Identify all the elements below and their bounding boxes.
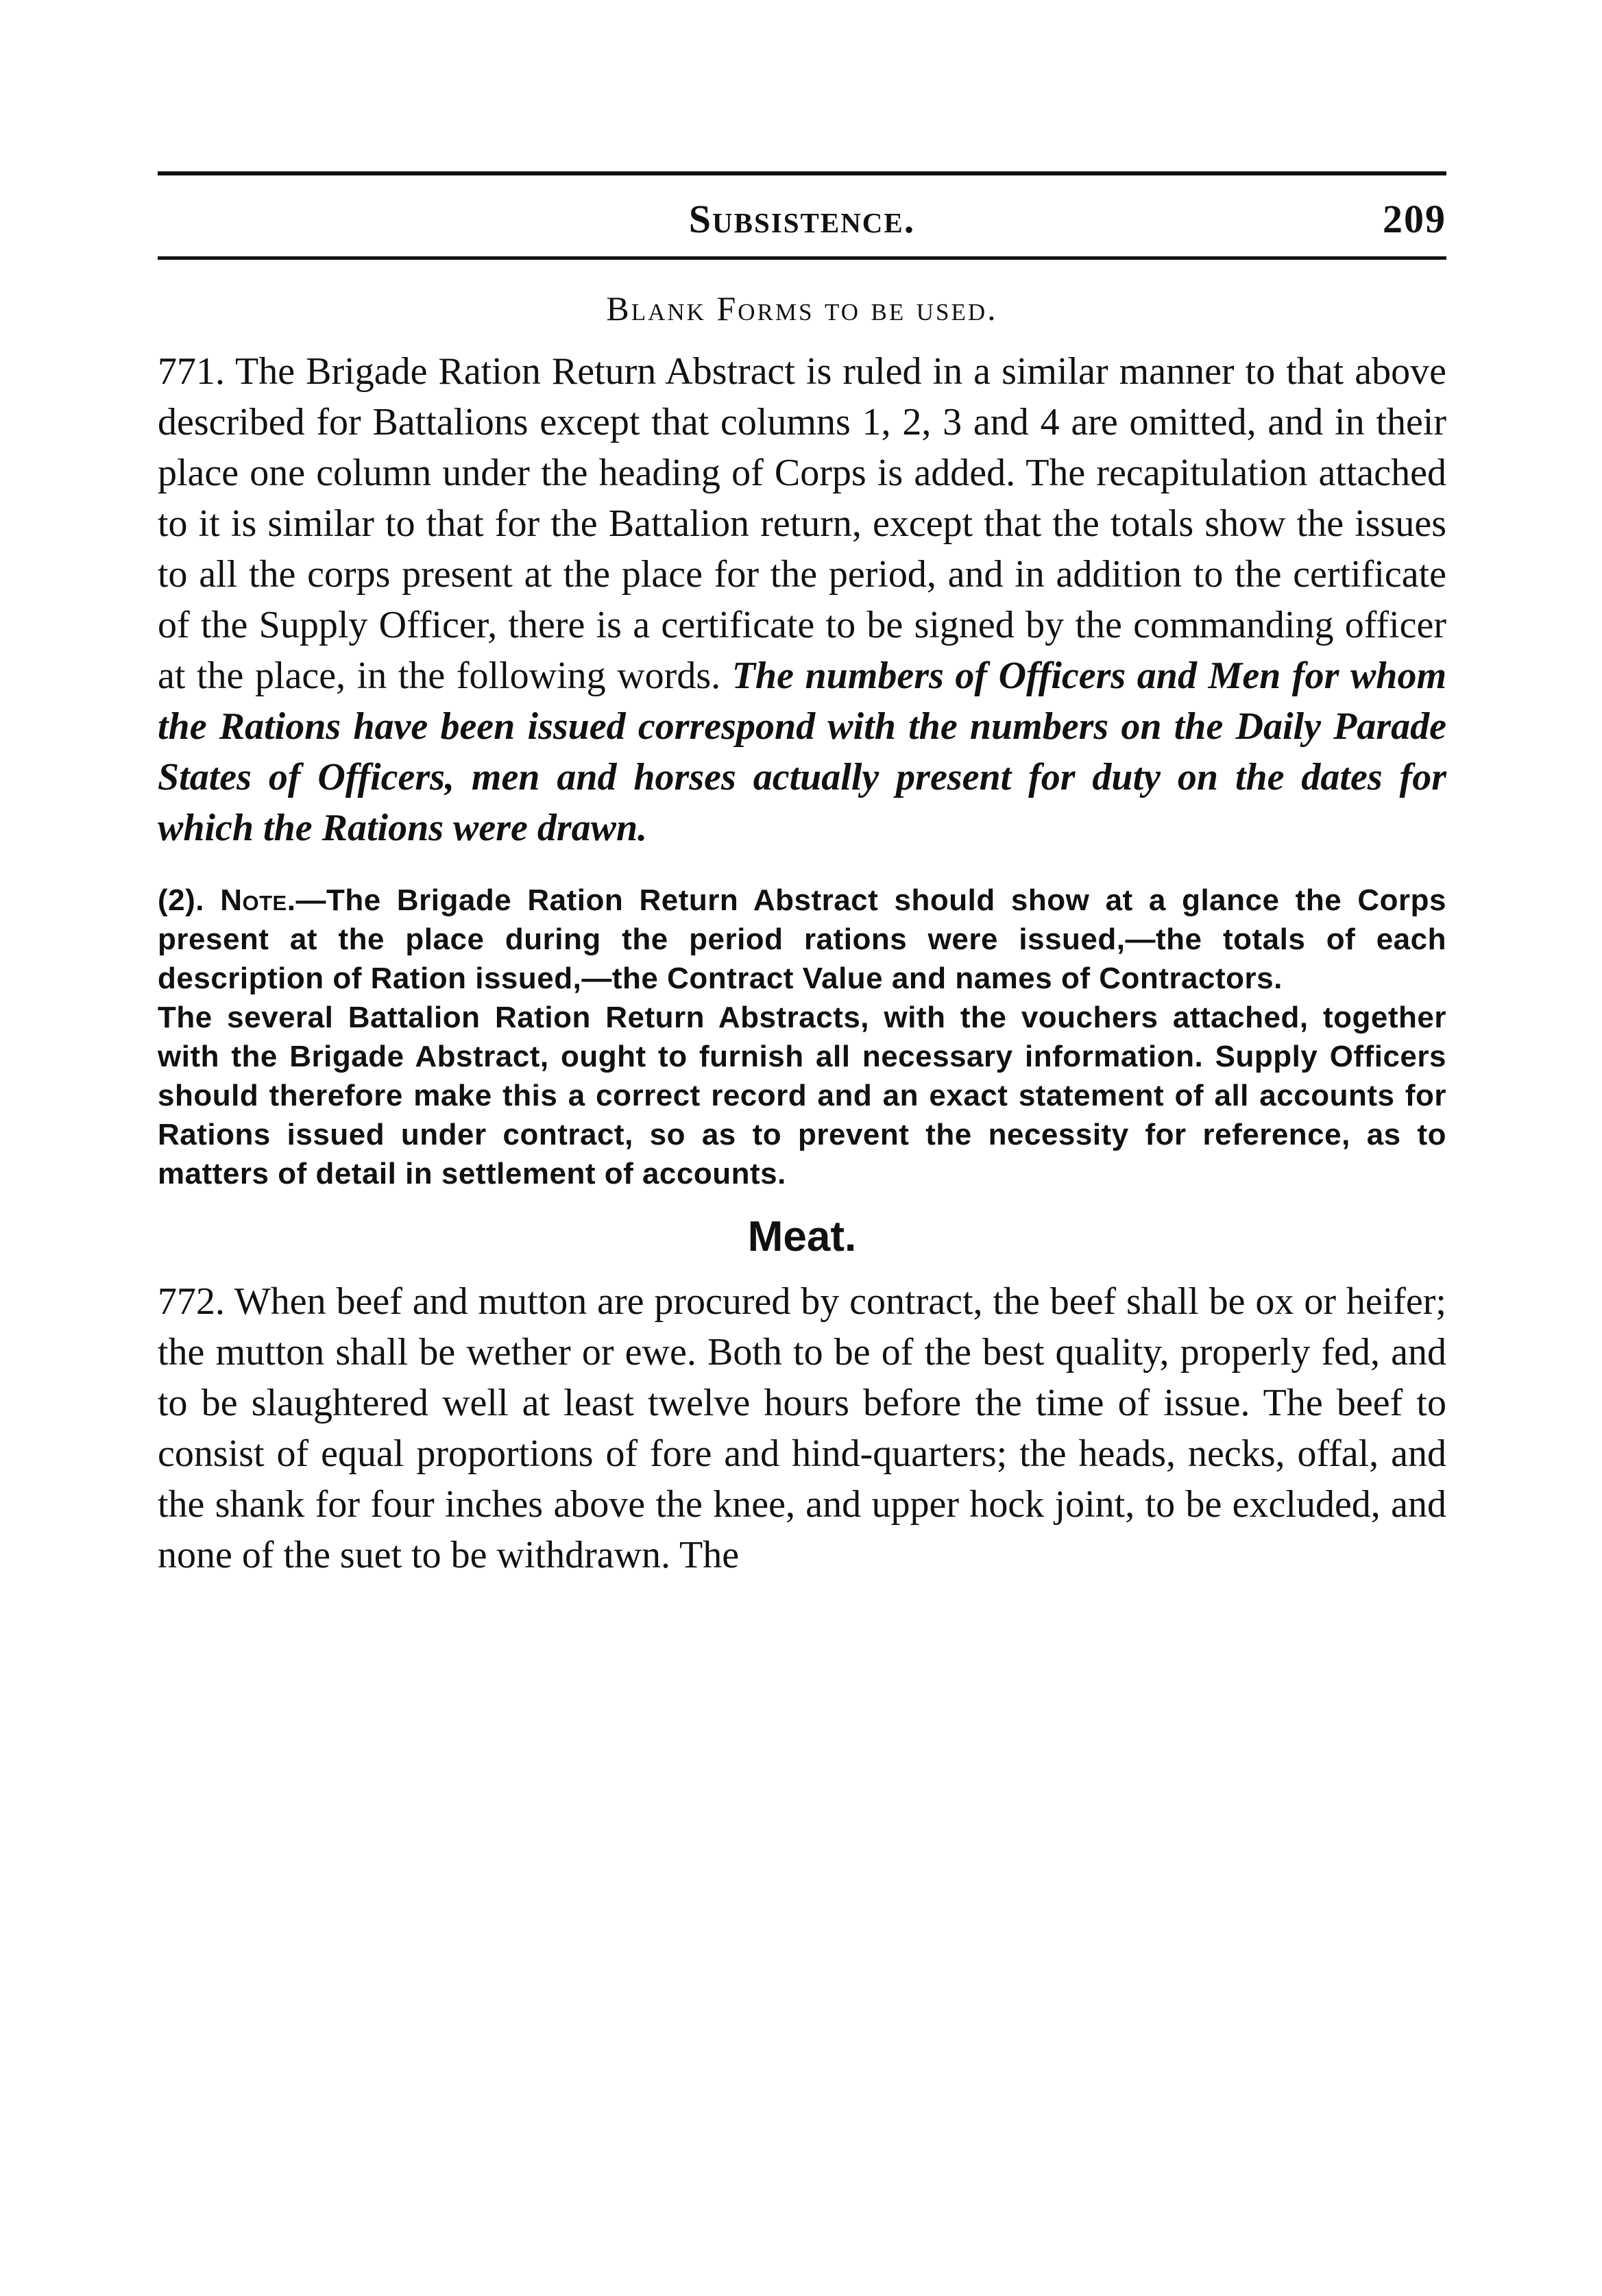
note-text-1: —The Brigade Ration Return Abstract should show at a glance the Corps present at the place during the period rations were issued,—the totals of each description of Ration issued,—the Contract Value and names of Contractors. (158, 883, 1446, 995)
paragraph-number: 771. (158, 350, 225, 393)
note-text-2: The several Battalion Ration Return Abstracts, with the vouchers attached, together with the Brigade Abstract, ought to furnish all necessary information. Supply Officers should therefore make this a correct record and an exact statement of all accounts for Rations issued under contract, so as to prevent the necessity for reference, as to matters of detail in settlement of accounts. (158, 1001, 1446, 1190)
paragraph-text: The Brigade Ration Return Abstract is ruled in a similar manner to that above described for Battalions except that columns 1, 2, 3 and 4 are omitted, and in their place one column under the heading of Corps is added. The recapitulation attached to it is similar to that for the Battalion return, except that the totals show the issues to all the corps present at the place for the period, and in addition to the certificate of the Supply Officer, there is a certificate to be signed by the commanding officer at the place, in the following words. (158, 350, 1446, 697)
running-head-title: Subsistence. (688, 197, 916, 241)
header-rule-top (158, 171, 1446, 175)
book-page (158, 171, 1446, 1580)
note-label: (2). Note. (158, 883, 296, 917)
note-paragraph-2 (158, 998, 1446, 1193)
paragraph-number: 772. (158, 1280, 225, 1323)
page-number: 209 (1383, 197, 1446, 241)
paragraph-771 (158, 346, 1446, 853)
paragraph-text: When beef and mutton are procured by contract, the beef shall be ox or heifer; the mutton shall be wether or ewe. Both to be of the best quality, properly fed, and to be slaughtered well at least twelve hours before the time of issue. The beef to consist of equal proportions of fore and hind-quarters; the heads, necks, offal, and the shank for four inches above the knee, and upper hock joint, to be excluded, and none of the suet to be withdrawn. The (158, 1280, 1446, 1576)
running-head (158, 196, 1446, 244)
header-rule-bottom (158, 256, 1446, 260)
italic-certificate-quote: The numbers of Officers and Men for whom the Rations have been issued correspond with the numbers on the Daily Parade States of Officers, men and horses actually present for duty on the dates for which the Rations were drawn. (158, 655, 1447, 849)
paragraph-772 (158, 1276, 1446, 1580)
section-heading: Blank Forms to be used. (606, 289, 998, 328)
note-paragraph (158, 881, 1446, 998)
meat-heading: Meat. (747, 1213, 857, 1260)
